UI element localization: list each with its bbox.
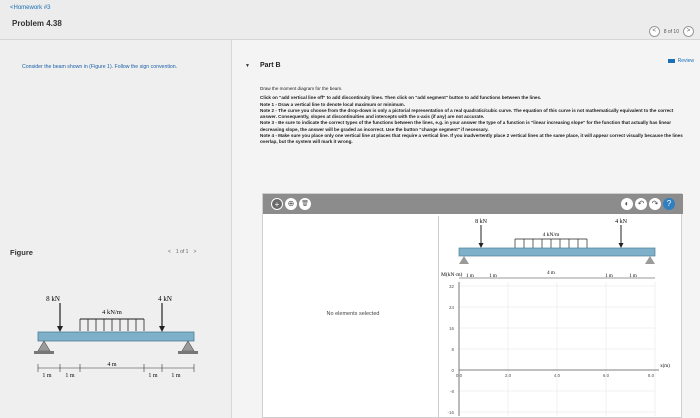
review-icon — [668, 59, 675, 63]
figure-pager — [168, 249, 196, 255]
graph-load-left-head — [479, 243, 484, 248]
figure-pager-text: 1 of 1 — [175, 249, 189, 255]
back-to-homework-link[interactable]: <Homework #3 — [10, 5, 51, 11]
fig-support-left — [38, 341, 50, 351]
graph-dim-3: 4 m — [547, 271, 555, 276]
y-tick-8: 8 — [451, 347, 454, 352]
fig-dim-3: 4 m — [107, 362, 117, 368]
graph-dim-4: 1 m — [605, 274, 613, 279]
instructions-note-1: Note 1 - Draw a vertical line to denote local maximum or minimum. — [260, 101, 405, 107]
moment-diagram[interactable] — [439, 216, 683, 418]
fig-distributed-label: 4 kN/m — [102, 309, 122, 316]
fig-dim-5: 1 m — [171, 373, 181, 379]
prev-problem-button[interactable]: < — [649, 26, 660, 37]
fig-beam — [38, 332, 194, 341]
y-tick-16: 16 — [448, 326, 454, 331]
fig-load-right-head — [159, 326, 165, 332]
collapse-caret-icon[interactable]: ▼ — [245, 63, 250, 69]
right-pane — [232, 40, 700, 418]
y-tick-0: 0 — [451, 368, 454, 373]
y-tick-neg8: -8 — [449, 389, 454, 394]
x-tick-6: 6.0 — [602, 373, 610, 378]
review-link[interactable] — [668, 58, 694, 64]
fig-distributed-arrows — [80, 319, 144, 331]
x-axis-label: x(m) — [660, 364, 670, 369]
instructions-note-4: Note 4 - Make sure you place only one vertical line at places that require a vertical line. If you inadvertently place 2 vertical lines at the same place, it will appear correct visually because the lines overlap, but the system will mark it wrong. — [260, 133, 683, 145]
problem-pager — [649, 26, 694, 37]
beam-figure — [0, 288, 232, 408]
graph-distributed-label: 4 kN/m — [542, 232, 560, 238]
figure-prev-button[interactable]: < — [168, 249, 171, 255]
graph-grid — [459, 282, 655, 416]
redo-icon[interactable]: ↷ — [649, 198, 661, 210]
x-tick-4: 4.0 — [553, 373, 561, 378]
fig-support-right — [182, 341, 194, 351]
graph-dim-5: 1 m — [629, 274, 637, 279]
fig-load-left-label: 8 kN — [46, 295, 60, 303]
fig-ground-left — [34, 351, 54, 354]
graph-dim-2: 1 m — [489, 274, 497, 279]
fig-load-left-head — [57, 326, 63, 332]
instructions-note-0: Click on "add vertical line off" to add discontinuity lines. Then click on "add segment" button to add functions between the lines. — [260, 95, 542, 101]
fig-dim-2: 1 m — [65, 373, 75, 379]
delete-button[interactable]: 🗑 — [299, 198, 311, 210]
graph-load-right-head — [619, 243, 624, 248]
x-tick-8: 8.0 — [647, 373, 655, 378]
y-tick-32: 32 — [448, 284, 454, 289]
instructions-note-3: Note 3 - Be sure to indicate the correct types of the functions between the lines, e.g. in your answer the type of a function is "linear increasing slope" for the function that actually has linear decreasing slope, the answer will be graded as incorrect. Use the button "change segment" if necessary. — [260, 120, 671, 132]
x-tick-2: 2.0 — [504, 373, 512, 378]
problem-prompt[interactable]: Consider the beam shown in (Figure 1). Follow the sign convention. — [22, 64, 178, 70]
y-tick-neg16: -16 — [447, 410, 454, 415]
y-tick-24: 24 — [448, 305, 454, 310]
fig-dim-4: 1 m — [148, 373, 158, 379]
graph-load-right-label: 4 kN — [615, 219, 627, 225]
x-tick-0: 0.0 — [455, 373, 463, 378]
graph-load-left-label: 8 kN — [475, 219, 487, 225]
next-problem-button[interactable]: > — [683, 26, 694, 37]
graph-moment-label: M(kN·m) — [441, 272, 463, 278]
add-vertical-line-button[interactable]: + — [271, 198, 283, 210]
undo-icon[interactable]: ↶ — [635, 198, 647, 210]
review-label: Review — [677, 58, 694, 64]
fig-ground-right — [178, 351, 198, 354]
figure-label: Figure — [10, 248, 33, 257]
add-segment-button[interactable]: ⊕ — [285, 198, 297, 210]
graph-dim-1: 1 m — [466, 274, 474, 279]
fig-dim-1: 1 m — [42, 373, 52, 379]
fig-load-right-label: 4 kN — [158, 295, 172, 303]
graph-beam — [459, 248, 655, 256]
hint-icon[interactable]: ◐ — [621, 198, 633, 210]
drawing-tool — [262, 193, 682, 418]
left-pane — [0, 40, 232, 418]
graph-panel — [438, 216, 682, 418]
instructions — [260, 86, 690, 146]
graph-support-right — [645, 256, 655, 264]
instructions-intro: Draw the moment diagram for the beam. — [260, 86, 343, 91]
graph-support-left — [459, 256, 469, 264]
part-title: Part B — [260, 62, 281, 69]
top-bar — [0, 0, 700, 40]
graph-distributed-arrows — [515, 239, 587, 248]
instructions-note-2: Note 2 - The curve you choose from the drop-down is only a pictorial representation of a real quadratic/cubic curve. The equation of this curve is not mathematically equivalent to the correct answer. Consequently, slopes at discontinuities and intercepts with the x-axis (if any) are not accurate. — [260, 107, 674, 120]
drawing-toolbar — [263, 194, 683, 214]
figure-next-button[interactable]: > — [193, 249, 197, 255]
pager-text: 8 of 10 — [663, 28, 679, 35]
no-elements-selected: No elements selected — [326, 311, 380, 317]
help-button[interactable]: ? — [663, 198, 675, 210]
problem-title: Problem 4.38 — [12, 19, 62, 28]
